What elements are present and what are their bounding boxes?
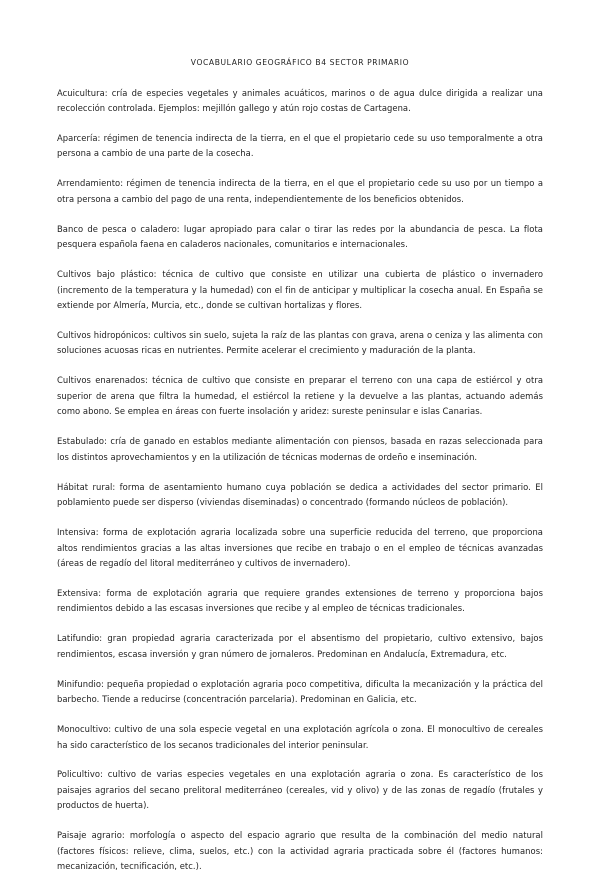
entry-aparceria: Aparcería: régimen de tenencia indirecta de la tierra, en el que el propietario cede su uso temporalmente a otra persona a cambio de una parte de la cosecha. (57, 132, 543, 159)
entry-habitat-rural: Hábitat rural: forma de asentamiento humano cuya población se dedica a actividades del sector primario. El poblamiento puede ser disperso (viviendas diseminadas) o concentrado (formando núcleos de población). (57, 481, 543, 508)
entry-intensiva: Intensiva: forma de explotación agraria localizada sobre una superficie reducida del terreno, que proporciona altos rendimientos gracias a las altas inversiones que recibe en trabajo o en el empleo de técnicas avanzadas (áreas de regadío del litoral mediterráneo y cultivos de invernadero). (57, 527, 543, 569)
entry-acuicultura: Acuicultura: cría de especies vegetales y animales acuáticos, marinos o de agua dulce dirigida a realizar una recolección controlada. Ejemplos: mejillón gallego y atún rojo costas de Cartagena. (57, 87, 543, 113)
document-page (57, 55, 543, 889)
entry-estabulado: Estabulado: cría de ganado en establos mediante alimentación con piensos, basada en razas seleccionada para los distintos aprovechamientos y en la utilización de técnicas modernas de ordeño e inseminación. (57, 436, 543, 462)
entry-policultivo: Policultivo: cultivo de varias especies vegetales en una explotación agraria o zona. Es característico de los paisajes agrarios del secano prelitoral mediterráneo (cereales, vid y olivo) y de las zonas de regadío (frutales y productos de huerta). (57, 769, 543, 811)
document-title: VOCABULARIO GEOGRÁFICO B4 SECTOR PRIMARIO (190, 58, 410, 67)
entry-banco-de-pesca: Banco de pesca o caladero: lugar apropiado para calar o tirar las redes por la abundancia de pesca. La flota pesquera española faena en caladeros nacionales, comunitarios e internacionales. (57, 223, 543, 250)
entry-extensiva: Extensiva: forma de explotación agraria que requiere grandes extensiones de terreno y proporciona bajos rendimientos debido a las escasas inversiones que recibe y al empleo de técnicas tradicionales. (57, 587, 543, 614)
entry-minifundio: Minifundio: pequeña propiedad o explotación agraria poco competitiva, dificulta la mecanización y la práctica del barbecho. Tiende a reducirse (concentración parcelaria). Predominan en Galicia, etc. (57, 678, 543, 705)
entry-cultivos-bajo-plastico: Cultivos bajo plástico: técnica de cultivo que consiste en utilizar una cubierta de plástico o invernadero (incremento de la temperatura y la humedad) con el fin de anticipar y multiplicar la cosecha anual. En España se extiende por Almería, Murcia, etc., donde se cultivan hortalizas y flores. (57, 269, 543, 311)
entry-cultivos-hidroponicos: Cultivos hidropónicos: cultivos sin suelo, sujeta la raíz de las plantas con grava, arena o ceniza y las alimenta con soluciones acuosas ricas en nutrientes. Permite acelerar el crecimiento y maduración de la planta. (57, 329, 543, 356)
entry-paisaje-agrario: Paisaje agrario: morfología o aspecto del espacio agrario que resulta de la combinación del medio natural (factores físicos: relieve, clima, suelos, etc.) con la actividad agraria practicada sobre él (factores humanos: mecanización, tecnificación, etc.). (57, 830, 543, 872)
entry-latifundio: Latifundio: gran propiedad agraria caracterizada por el absentismo del propietario, cultivo extensivo, bajos rendimientos, escasa inversión y gran número de jornaleros. Predominan en Andalucía, Extremadura, etc. (57, 633, 543, 659)
entry-monocultivo: Monocultivo: cultivo de una sola especie vegetal en una explotación agrícola o zona. El monocultivo de cereales ha sido característico de los secanos tradicionales del interior peninsular. (57, 724, 543, 750)
entry-cultivos-enarenados: Cultivos enarenados: técnica de cultivo que consiste en preparar el terreno con una capa de estiércol y otra superior de arena que filtra la humedad, el estiércol la retiene y la devuelve a las plantas, actuando además como abono. Se emplea en áreas con fuerte insolación y aridez: sureste peninsular e islas Canarias. (57, 375, 543, 417)
entry-arrendamiento: Arrendamiento: régimen de tenencia indirecta de la tierra, en el que el propietario cede su uso por un tiempo a otra persona a cambio del pago de una renta, independientemente de los beneficios obtenidos. (57, 178, 543, 204)
